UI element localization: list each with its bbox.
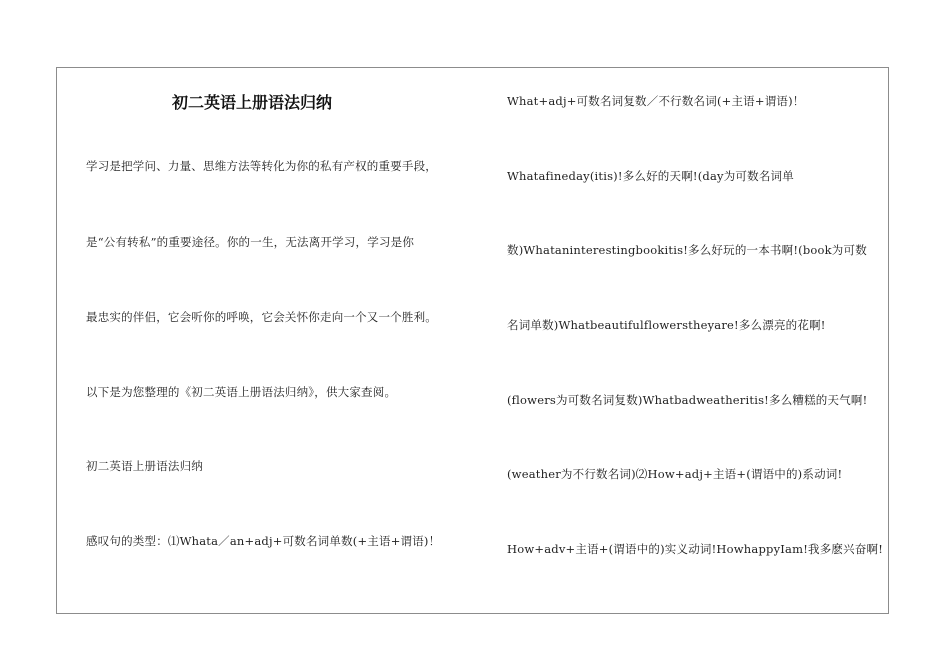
- left-paragraph-line-4: 以下是为您整理的《初二英语上册语法归纳》，供大家查阅。: [86, 385, 397, 399]
- document-title: 初二英语上册语法归纳: [172, 93, 333, 112]
- right-paragraph-line-7: How+adv+主语+(谓语中的)实义动词!HowhappyIam!我多麽兴奋啊!: [507, 542, 884, 556]
- left-paragraph-line-3: 最忠实的伴侣，它会听你的呼唤，它会关怀你走向一个又一个胜利。: [86, 310, 437, 324]
- section-heading: 初二英语上册语法归纳: [86, 459, 203, 473]
- page-border: [56, 67, 889, 614]
- left-paragraph-line-6: 感叹句的类型：⑴Whata／an+adj+可数名词单数(+主语+谓语)！: [86, 534, 441, 548]
- right-paragraph-line-2: Whatafineday(itis)!多么好的天啊!(day为可数名词单: [507, 169, 794, 183]
- right-paragraph-line-3: 数)Whataninterestingbookitis!多么好玩的一本书啊!(book为可数: [507, 243, 867, 257]
- right-paragraph-line-4: 名词单数)Whatbeautifulflowerstheyare!多么漂亮的花啊!: [507, 318, 826, 332]
- right-paragraph-line-6: (weather为不行数名词)⑵How+adj+主语+(谓语中的)系动词!: [507, 467, 843, 481]
- right-paragraph-line-5: (flowers为可数名词复数)Whatbadweatheritis!多么糟糕的天气啊!: [507, 393, 868, 407]
- right-paragraph-line-1: What+adj+可数名词复数／不行数名词(+主语+谓语)！: [507, 94, 805, 108]
- left-paragraph-line-2: 是“公有转私”的重要途径。你的一生，无法离开学习，学习是你: [86, 235, 415, 249]
- left-paragraph-line-1: 学习是把学问、力量、思维方法等转化为你的私有产权的重要手段，: [86, 159, 437, 173]
